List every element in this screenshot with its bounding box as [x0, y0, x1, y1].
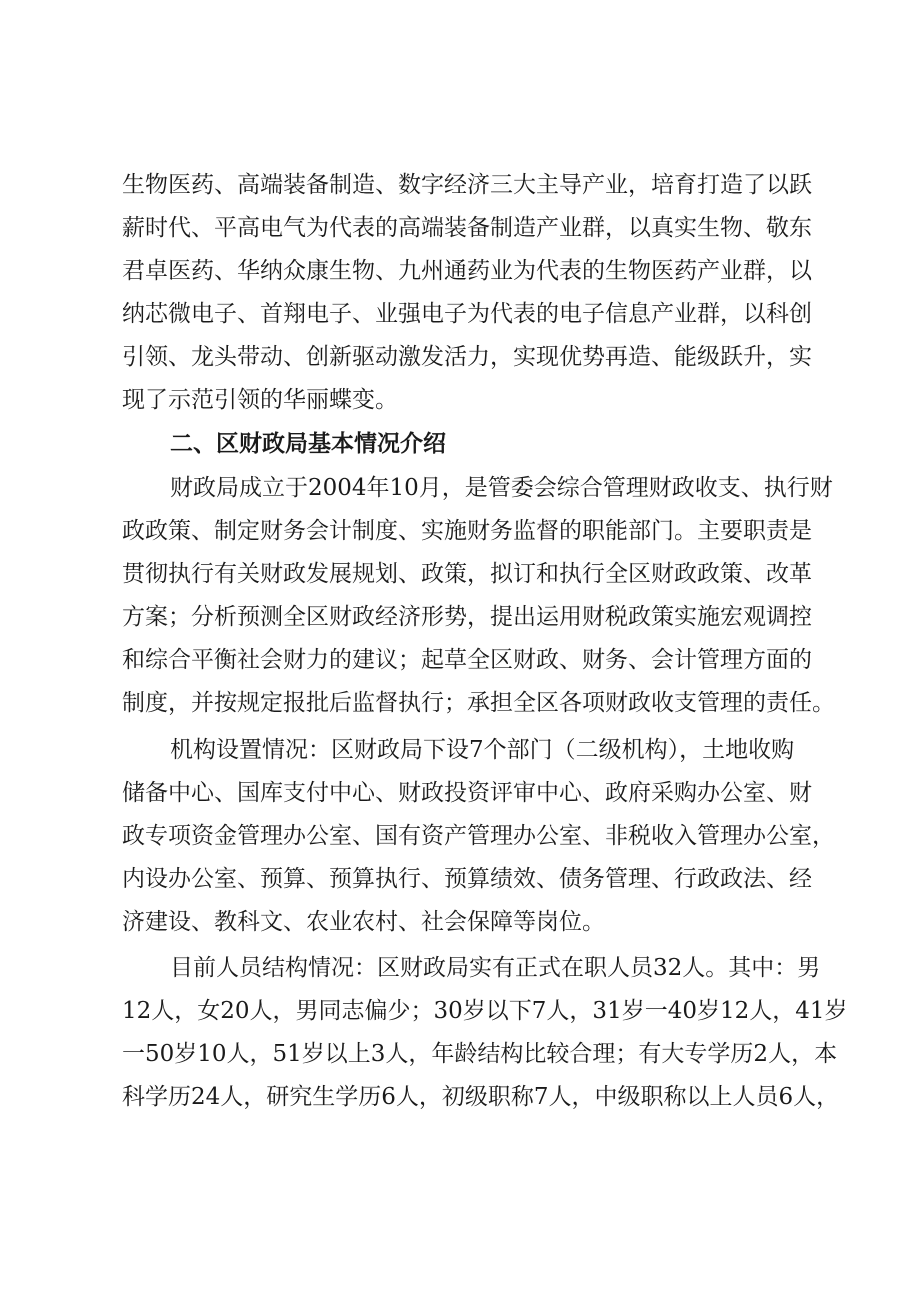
paragraph-line: 政政策、制定财务会计制度、实施财务监督的职能部门。主要职责是: [122, 518, 812, 544]
paragraph-line: 生物医药、高端装备制造、数字经济三大主导产业，培育打造了以跃: [122, 172, 812, 198]
paragraph-line: 纳芯微电子、首翔电子、业强电子为代表的电子信息产业群，以科创: [122, 301, 812, 327]
paragraph-line: 和综合平衡社会财力的建议；起草全区财政、财务、会计管理方面的: [122, 647, 812, 673]
paragraph-line: 科学历24人，研究生学历6人，初级职称7人，中级职称以上人员6人，: [122, 1084, 840, 1110]
paragraph-line: 君卓医药、华纳众康生物、九州通药业为代表的生物医药产业群，以: [122, 258, 812, 284]
paragraph-line: 制度，并按规定报批后监督执行；承担全区各项财政收支管理的责任。: [122, 690, 835, 716]
paragraph-line: 内设办公室、预算、预算执行、预算绩效、债务管理、行政政法、经: [122, 866, 812, 892]
paragraph-line: 薪时代、平高电气为代表的高端装备制造产业群，以真实生物、敬东: [122, 215, 812, 241]
paragraph-line: 储备中心、国库支付中心、财政投资评审中心、政府采购办公室、财: [122, 780, 812, 806]
paragraph-line: 机构设置情况：区财政局下设7个部门（二级机构），土地收购: [170, 737, 795, 763]
section-heading: 二、区财政局基本情况介绍: [170, 431, 446, 457]
paragraph-line: 财政局成立于2004年10月，是管委会综合管理财政收支、执行财: [170, 475, 833, 501]
paragraph-line: 引领、龙头带动、创新驱动激发活力，实现优势再造、能级跃升，实: [122, 344, 812, 370]
paragraph-line: 12人，女20人，男同志偏少；30岁以下7人，31岁一40岁12人，41岁: [122, 998, 848, 1024]
paragraph-line: 政专项资金管理办公室、国有资产管理办公室、非税收入管理办公室，: [122, 823, 835, 849]
paragraph-line: 方案；分析预测全区财政经济形势，提出运用财税政策实施宏观调控: [122, 604, 812, 630]
paragraph-line: 贯彻执行有关财政发展规划、政策，拟订和执行全区财政政策、改革: [122, 561, 812, 587]
paragraph-line: 一50岁10人，51岁以上3人，年龄结构比较合理；有大专学历2人，本: [122, 1041, 838, 1067]
paragraph-line: 现了示范引领的华丽蝶变。: [122, 387, 398, 413]
paragraph-line: 目前人员结构情况：区财政局实有正式在职人员32人。其中：男: [170, 955, 821, 981]
paragraph-line: 济建设、教科文、农业农村、社会保障等岗位。: [122, 909, 605, 935]
